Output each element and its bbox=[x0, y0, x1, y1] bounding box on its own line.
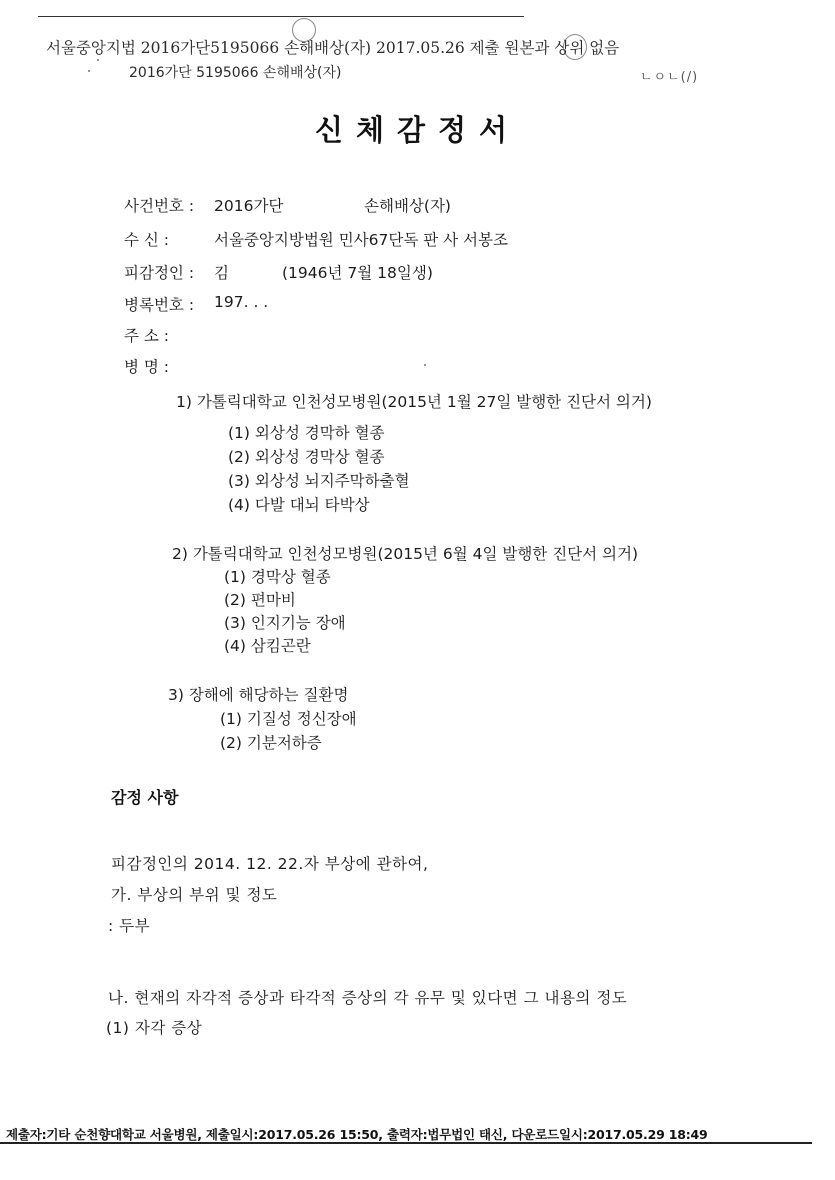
diagnosis-item: (4) 다발 대뇌 타박상 bbox=[228, 496, 370, 514]
recipient-label: 수 신 : bbox=[124, 231, 170, 249]
subject-birth: (1946년 7월 18일생) bbox=[282, 264, 433, 282]
assessment-item-na: 나. 현재의 자각적 증상과 타각적 증상의 각 유무 및 있다면 그 내용의 정도 bbox=[108, 989, 628, 1007]
document-header-line: 서울중앙지법 2016가단5195066 손해배상(자) 2017.05.26 제출 원본과 상위 없음 bbox=[46, 39, 620, 57]
record-number: 197. . . bbox=[214, 293, 269, 311]
submission-footer: 제출자:기타 순천향대학교 서울병원, 제출일시:2017.05.26 15:50, 출력자:법무법인 태신, 다운로드일시:2017.05.29 18:49 bbox=[6, 1127, 708, 1142]
case-header-line: 2016가단 5195066 손해배상(자) bbox=[129, 65, 342, 81]
page-corner-mark: ㄴㅇㄴ(/) bbox=[640, 70, 699, 85]
subject-label: 피감정인 : bbox=[124, 264, 195, 282]
diagnosis-item: (1) 외상성 경막하 혈종 bbox=[228, 424, 385, 442]
diagnosis-item: (1) 기질성 정신장애 bbox=[220, 710, 357, 728]
diagnosis-item: (3) 인지기능 장애 bbox=[224, 614, 346, 632]
scan-speck bbox=[88, 70, 90, 72]
subject-name: 김 bbox=[214, 264, 229, 282]
diagnosis-item: (2) 기분저하증 bbox=[220, 734, 322, 752]
diagnosis-group-heading: 2) 가톨릭대학교 인천성모병원(2015년 6월 4일 발행한 진단서 의거) bbox=[172, 545, 639, 563]
diagnosis-group-heading: 3) 장해에 해당하는 질환명 bbox=[168, 686, 349, 704]
diagnosis-item: (3) 외상성 뇌지주막하출혈 bbox=[228, 472, 410, 490]
diagnosis-item: (2) 편마비 bbox=[224, 591, 296, 609]
case-number-label: 사건번호 : bbox=[124, 197, 195, 215]
assessment-heading: 감정 사항 bbox=[111, 788, 179, 807]
diagnosis-item: (1) 경막상 혈종 bbox=[224, 568, 331, 586]
diagnosis-label: 병 명 : bbox=[124, 358, 170, 376]
record-number-label: 병록번호 : bbox=[124, 296, 195, 314]
bottom-rule bbox=[0, 1142, 812, 1144]
diagnosis-item: (4) 삼킴곤란 bbox=[224, 637, 311, 655]
assessment-item-ga: 가. 부상의 부위 및 정도 bbox=[111, 886, 278, 904]
diagnosis-group-heading: 1) 가톨릭대학교 인천성모병원(2015년 1월 27일 발행한 진단서 의거) bbox=[176, 393, 652, 411]
recipient: 서울중앙지방법원 민사67단독 판 사 서봉조 bbox=[214, 231, 508, 249]
scan-speck bbox=[97, 59, 99, 61]
case-number: 2016가단 bbox=[214, 197, 284, 215]
assessment-item-ga-answer: : 두부 bbox=[108, 917, 151, 935]
page-title: 신체감정서 bbox=[314, 113, 521, 147]
top-rule bbox=[38, 16, 524, 17]
scan-speck bbox=[424, 364, 426, 366]
case-name: 손해배상(자) bbox=[364, 197, 451, 215]
assessment-item-na-1: (1) 자각 증상 bbox=[106, 1019, 203, 1037]
address-label: 주 소 : bbox=[124, 327, 170, 345]
assessment-intro: 피감정인의 2014. 12. 22.자 부상에 관하여, bbox=[111, 855, 429, 873]
diagnosis-item: (2) 외상성 경막상 혈종 bbox=[228, 448, 385, 466]
